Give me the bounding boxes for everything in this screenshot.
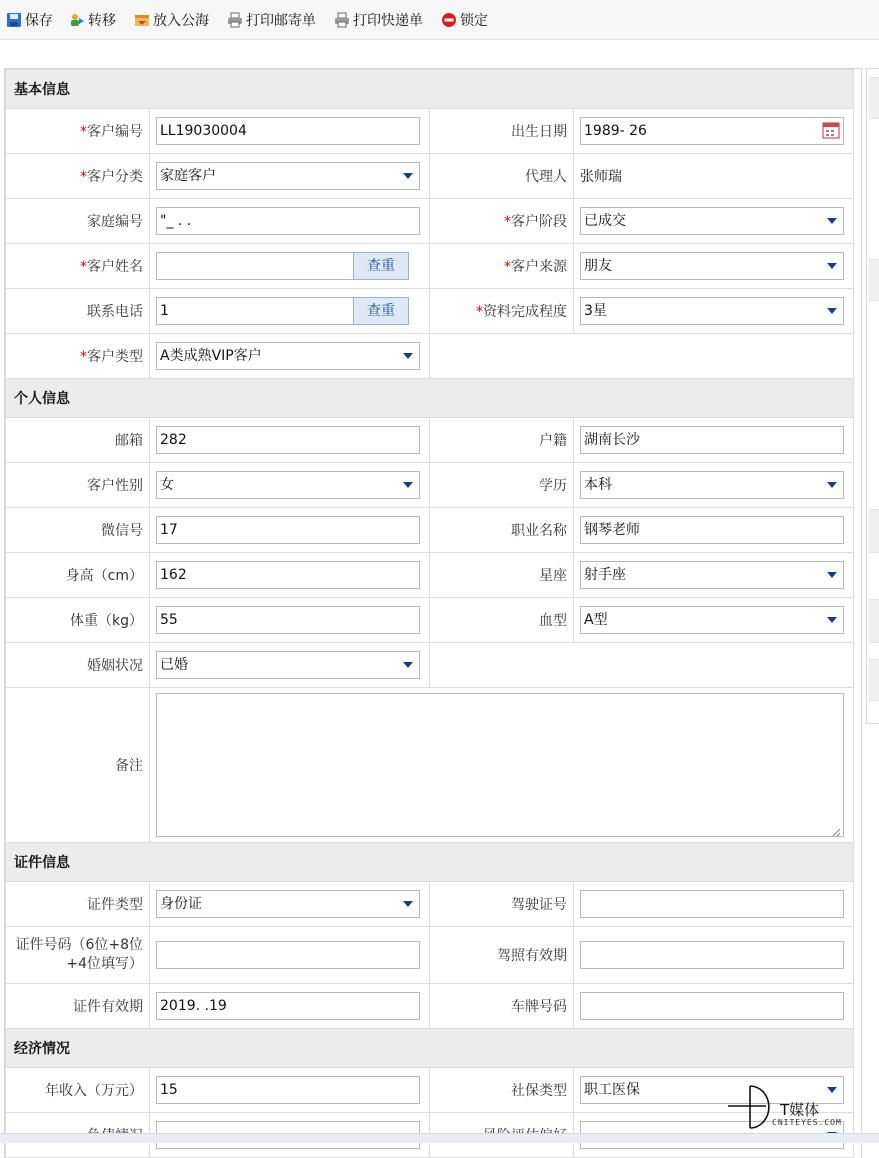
- email-input[interactable]: 282: [156, 426, 420, 454]
- phone-label: 联系电话: [6, 289, 150, 334]
- blood-label: 血型: [430, 598, 574, 643]
- chevron-down-icon: [821, 298, 843, 324]
- customer-no-input[interactable]: LL19030004: [156, 117, 420, 145]
- id-no-label: 证件号码（6位+8位+4位填写）: [6, 927, 150, 984]
- license-no-label: 驾驶证号: [430, 882, 574, 927]
- chevron-down-icon: [821, 253, 843, 279]
- section-basic-info: 基本信息: [6, 70, 854, 109]
- transfer-button[interactable]: 转移: [69, 10, 116, 30]
- weight-label: 体重（kg）: [6, 598, 150, 643]
- category-label: *客户分类: [6, 154, 150, 199]
- lock-button[interactable]: 锁定: [441, 10, 488, 30]
- public-pool-icon: [134, 12, 150, 28]
- chevron-down-icon: [397, 472, 419, 498]
- education-label: 学历: [430, 463, 574, 508]
- chevron-down-icon: [397, 652, 419, 678]
- toolbar: [0, 0, 879, 40]
- side-panel-segment: [869, 509, 879, 553]
- income-input[interactable]: 15: [156, 1076, 420, 1104]
- id-expiry-label: 证件有效期: [6, 984, 150, 1029]
- side-panel-segment: [869, 77, 879, 119]
- empty-cell: [430, 334, 854, 379]
- chevron-down-icon: [397, 343, 419, 369]
- customer-form-table: [5, 69, 854, 1158]
- customer-form: [4, 68, 862, 1158]
- watermark-text: T媒体: [780, 1101, 820, 1119]
- completeness-label: *资料完成程度: [430, 289, 574, 334]
- source-label: *客户来源: [430, 244, 574, 289]
- social-security-select[interactable]: 职工医保: [580, 1076, 844, 1104]
- education-select[interactable]: 本科: [580, 471, 844, 499]
- type-label: *客户类型: [6, 334, 150, 379]
- id-type-label: 证件类型: [6, 882, 150, 927]
- name-input[interactable]: [156, 252, 354, 280]
- zodiac-select[interactable]: 射手座: [580, 561, 844, 589]
- license-expiry-label: 驾照有效期: [430, 927, 574, 984]
- chevron-down-icon: [821, 472, 843, 498]
- check-duplicate-phone-button[interactable]: 查重: [353, 297, 409, 325]
- print-express-slip-button[interactable]: 打印快递单: [334, 10, 423, 30]
- type-select[interactable]: A类成熟VIP客户: [156, 342, 420, 370]
- id-expiry-input[interactable]: 2019. .19: [156, 992, 420, 1020]
- source-select[interactable]: 朋友: [580, 252, 844, 280]
- check-duplicate-name-button[interactable]: 查重: [353, 252, 409, 280]
- occupation-label: 职业名称: [430, 508, 574, 553]
- side-panel-segment: [869, 599, 879, 643]
- birth-date-label: 出生日期: [430, 109, 574, 154]
- chevron-down-icon: [821, 607, 843, 633]
- email-label: 邮箱: [6, 418, 150, 463]
- side-panel-segment: [869, 659, 879, 701]
- remark-label: 备注: [6, 688, 150, 843]
- stage-select[interactable]: 已成交: [580, 207, 844, 235]
- hukou-input[interactable]: 湖南长沙: [580, 426, 844, 454]
- wechat-label: 微信号: [6, 508, 150, 553]
- hukou-label: 户籍: [430, 418, 574, 463]
- agent-label: 代理人: [430, 154, 574, 199]
- remark-textarea[interactable]: [156, 693, 844, 837]
- plate-no-label: 车牌号码: [430, 984, 574, 1029]
- printer-icon: [334, 12, 350, 28]
- gender-select[interactable]: 女: [156, 471, 420, 499]
- family-no-label: 家庭编号: [6, 199, 150, 244]
- family-no-input[interactable]: "_ . .: [156, 207, 420, 235]
- chevron-down-icon: [397, 891, 419, 917]
- license-no-input[interactable]: [580, 890, 844, 918]
- side-panel-segment: [869, 259, 879, 301]
- customer-no-label: *客户编号: [6, 109, 150, 154]
- chevron-down-icon: [821, 562, 843, 588]
- section-certificate-info: 证件信息: [6, 843, 854, 882]
- marital-select[interactable]: 已婚: [156, 651, 420, 679]
- occupation-input[interactable]: 钢琴老师: [580, 516, 844, 544]
- zodiac-label: 星座: [430, 553, 574, 598]
- watermark-subtext: CNITEYES.COM: [772, 1118, 842, 1127]
- plate-no-input[interactable]: [580, 992, 844, 1020]
- side-panel: [866, 68, 879, 724]
- completeness-select[interactable]: 3星: [580, 297, 844, 325]
- calendar-icon[interactable]: [822, 121, 840, 139]
- save-button[interactable]: 保存: [6, 10, 53, 30]
- id-type-select[interactable]: 身份证: [156, 890, 420, 918]
- chevron-down-icon: [397, 163, 419, 189]
- category-select[interactable]: 家庭客户: [156, 162, 420, 190]
- transfer-icon: [69, 12, 85, 28]
- license-expiry-input[interactable]: [580, 941, 844, 969]
- income-label: 年收入（万元）: [6, 1068, 150, 1113]
- stage-label: *客户阶段: [430, 199, 574, 244]
- gender-label: 客户性别: [6, 463, 150, 508]
- print-mail-slip-button[interactable]: 打印邮寄单: [227, 10, 316, 30]
- printer-icon: [227, 12, 243, 28]
- section-economic-info: 经济情况: [6, 1029, 854, 1068]
- birth-date-input[interactable]: 1989- 26: [580, 117, 844, 145]
- name-label: *客户姓名: [6, 244, 150, 289]
- lock-icon: [441, 12, 457, 28]
- save-icon: [6, 12, 22, 28]
- agent-value: 张师瑞: [580, 169, 622, 185]
- chevron-down-icon: [821, 208, 843, 234]
- social-security-label: 社保类型: [430, 1068, 574, 1113]
- section-personal-info: 个人信息: [6, 379, 854, 418]
- id-no-input[interactable]: [156, 941, 420, 969]
- height-label: 身高（cm）: [6, 553, 150, 598]
- wechat-input[interactable]: 17: [156, 516, 420, 544]
- empty-cell: [430, 643, 854, 688]
- resize-grip-icon[interactable]: [832, 825, 841, 834]
- phone-input[interactable]: 1: [156, 297, 354, 325]
- blood-select[interactable]: A型: [580, 606, 844, 634]
- weight-input[interactable]: 55: [156, 606, 420, 634]
- move-to-public-pool-button[interactable]: 放入公海: [134, 10, 209, 30]
- height-input[interactable]: 162: [156, 561, 420, 589]
- marital-label: 婚姻状况: [6, 643, 150, 688]
